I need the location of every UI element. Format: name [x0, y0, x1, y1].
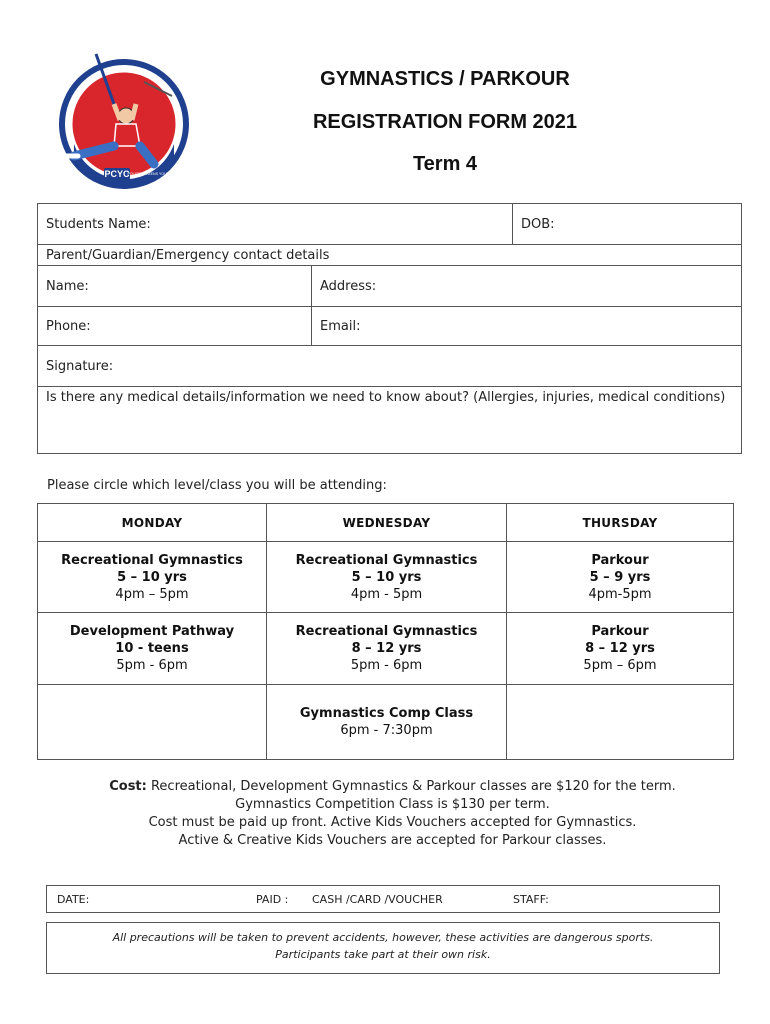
class-name: Development Pathway [69, 624, 235, 639]
cost-line1: Recreational, Development Gymnastics & Parkour classes are $120 for the term. [146, 779, 676, 794]
contact-details-heading: Parent/Guardian/Emergency contact details [46, 247, 330, 263]
class-name: Recreational Gymnastics [61, 552, 243, 568]
cost-line3: Cost must be paid up front. Active Kids Vouchers accepted for Gymnastics. [148, 815, 637, 830]
phone-field[interactable] [38, 307, 312, 345]
class-option[interactable] [267, 685, 507, 760]
medical-question: Is there any medical details/information we need to know about? (Allergies, injuries, medical conditions) [46, 390, 726, 405]
class-name: Parkour [591, 624, 649, 639]
phone-label: Phone: [46, 318, 91, 334]
class-option[interactable] [507, 613, 734, 685]
class-time: 4pm – 5pm [115, 586, 189, 602]
day-header-wednesday: WEDNESDAY [267, 504, 507, 542]
day-header-thursday: THURSDAY [507, 504, 734, 542]
class-age: 8 – 12 yrs [585, 641, 655, 656]
class-option[interactable] [267, 613, 507, 685]
staff-field[interactable]: STAFF: [513, 893, 549, 906]
class-name: Parkour [591, 552, 649, 568]
cost-info [40, 778, 745, 850]
form-title-line2: REGISTRATION FORM 2021 [312, 111, 578, 133]
students-name-label: Students Name: [46, 216, 151, 232]
empty-cell [38, 685, 267, 760]
class-option[interactable] [38, 542, 267, 613]
name-field[interactable] [38, 266, 312, 306]
signature-row [38, 346, 741, 387]
class-age: 10 - teens [115, 641, 189, 656]
schedule-instruction: Please circle which level/class you will be attending: [47, 478, 387, 493]
logo-text: PCYC [104, 169, 130, 179]
day-header-monday: MONDAY [38, 504, 267, 542]
cost-line4: Active & Creative Kids Vouchers are accepted for Parkour classes. [178, 833, 607, 848]
name-label: Name: [46, 278, 89, 294]
dob-field[interactable] [513, 204, 741, 244]
disclaimer-box [46, 922, 720, 974]
class-age: 5 – 9 yrs [589, 569, 651, 585]
medical-row [38, 387, 741, 453]
cost-label: Cost: [109, 779, 147, 794]
class-age: 5 – 10 yrs [117, 569, 187, 585]
students-name-field[interactable] [38, 204, 513, 244]
office-use-box [46, 885, 720, 913]
class-option[interactable] [507, 542, 734, 613]
address-label: Address: [320, 278, 377, 294]
address-field[interactable] [312, 266, 741, 306]
cost-line2: Gymnastics Competition Class is $130 per term. [235, 797, 550, 812]
class-time: 4pm - 5pm [350, 586, 423, 602]
dob-label: DOB: [521, 216, 555, 232]
registration-details-table [37, 203, 742, 454]
date-field[interactable]: DATE: [57, 893, 90, 906]
payment-methods[interactable]: CASH /CARD /VOUCHER [312, 893, 443, 906]
class-age: 8 – 12 yrs [351, 641, 422, 656]
signature-field[interactable] [38, 346, 741, 386]
disclaimer-line1: All precautions will be taken to prevent accidents, however, these activities are dangerous sports. [112, 931, 654, 944]
class-time: 5pm – 6pm [583, 658, 657, 673]
contact-header-row [38, 245, 741, 266]
class-schedule-table [37, 503, 734, 760]
form-title-line1: GYMNASTICS / PARKOUR [320, 68, 570, 90]
signature-label: Signature: [46, 358, 114, 374]
schedule-row [38, 613, 734, 685]
class-option[interactable] [267, 542, 507, 613]
student-row [38, 204, 741, 245]
email-label: Email: [320, 318, 361, 334]
name-address-row [38, 266, 741, 307]
disclaimer-line2: Participants take part at their own risk. [275, 948, 491, 961]
class-time: 6pm - 7:30pm [340, 723, 433, 738]
class-time: 5pm - 6pm [116, 658, 188, 673]
medical-field[interactable] [38, 387, 741, 453]
class-time: 4pm-5pm [588, 586, 652, 602]
class-name: Recreational Gymnastics [295, 552, 478, 568]
form-term: Term 4 [412, 153, 478, 175]
class-name: Gymnastics Comp Class [299, 706, 474, 721]
email-field[interactable] [312, 307, 741, 345]
class-age: 5 – 10 yrs [351, 569, 422, 585]
class-option[interactable] [38, 613, 267, 685]
class-name: Recreational Gymnastics [295, 624, 478, 639]
phone-email-row [38, 307, 741, 346]
schedule-row [38, 685, 734, 760]
paid-label: PAID : [256, 893, 289, 906]
schedule-header-row [38, 504, 734, 542]
schedule-row [38, 542, 734, 613]
logo-subtext: POLICE CITIZENS YOUTH CLUBS [127, 172, 185, 176]
class-time: 5pm - 6pm [350, 658, 423, 673]
pcyc-logo [44, 44, 194, 196]
empty-cell [507, 685, 734, 760]
